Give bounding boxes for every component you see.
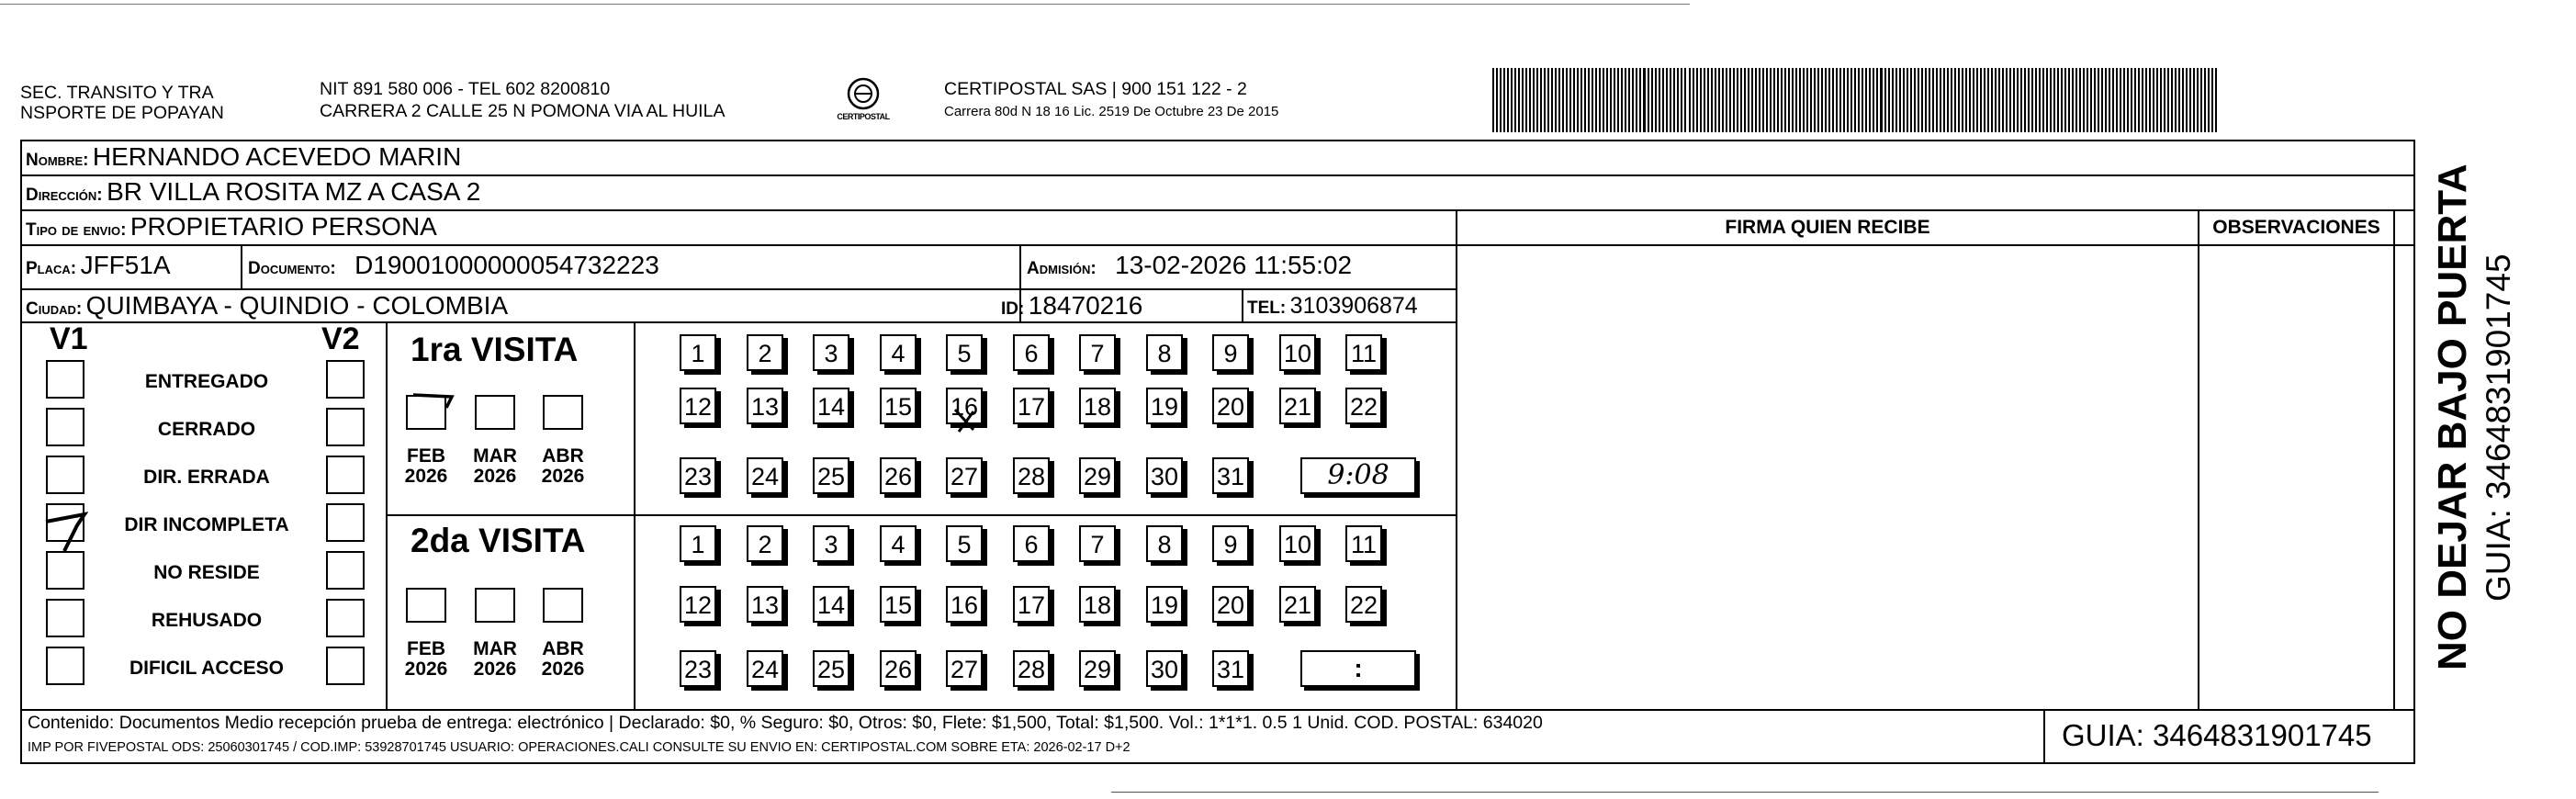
first-visit-day-box[interactable]: 31 <box>1212 457 1249 494</box>
ciudad-value: QUIMBAYA - QUINDIO - COLOMBIA <box>85 291 509 320</box>
status-label: DIR INCOMPLETA <box>124 514 289 535</box>
issuer-nit-phone: NIT 891 580 006 - TEL 602 8200810 <box>320 79 611 99</box>
first-visit-day-box[interactable]: 12 <box>680 388 716 424</box>
side-no-dejar: NO DEJAR BAJO PUERTA <box>2430 163 2475 670</box>
nombre-label: Nombre: <box>26 151 89 170</box>
documento-value: D19001000000054732223 <box>354 251 659 279</box>
second-visit-day-box[interactable]: 15 <box>880 586 917 623</box>
issuer-line-1: SEC. TRANSITO Y TRA <box>20 83 214 103</box>
second-visit-time-separator: : <box>1354 654 1363 682</box>
first-visit-time-handwritten: 9:08 <box>1327 459 1389 491</box>
second-visit-day-box[interactable]: 4 <box>880 525 917 562</box>
month-year: 2026 <box>473 658 517 680</box>
first-visit-day-box[interactable]: 15 <box>880 388 917 424</box>
first-visit-day-box[interactable]: 13 <box>747 388 783 424</box>
month-year: 2026 <box>404 658 448 680</box>
direccion-value: BR VILLA ROSITA MZ A CASA 2 <box>107 177 481 206</box>
first-visit-day-box[interactable]: 5 <box>946 334 983 371</box>
second-visit-day-box[interactable]: 8 <box>1146 525 1183 562</box>
footer-print-line: IMP POR FIVEPOSTAL ODS: 25060301745 / COD.IMP: 53928701745 USUARIO: OPERACIONES.CALI CONSULTE SU ENVIO EN: CERTIPOSTAL.COM SOBRE ETA: 2026-02-17 D+2 <box>28 740 1131 755</box>
first-visit-day-box[interactable]: 18 <box>1079 388 1116 424</box>
documento-label: Documento: <box>248 259 336 278</box>
second-visit-day-box[interactable]: 13 <box>747 586 783 623</box>
status-label: NO RESIDE <box>153 562 260 583</box>
second-visit-day-box[interactable]: 23 <box>680 650 716 687</box>
issuer-address: CARRERA 2 CALLE 25 N POMONA VIA AL HUILA <box>320 101 726 121</box>
second-visit-day-box[interactable]: 29 <box>1079 650 1116 687</box>
tipo-label: Tipo de envio: <box>26 220 127 240</box>
first-visit-day-box[interactable]: 28 <box>1013 457 1050 494</box>
second-visit-day-box[interactable]: 6 <box>1013 525 1050 562</box>
company-license: Carrera 80d N 18 16 Lic. 2519 De Octubre 23 De 2015 <box>944 104 1279 119</box>
second-visit-day-box[interactable]: 9 <box>1212 525 1249 562</box>
first-visit-day-box[interactable]: 4 <box>880 334 917 371</box>
first-visit-day-box[interactable]: 8 <box>1146 334 1183 371</box>
id-label: ID: <box>1001 299 1025 319</box>
footer-guia: GUIA: 3464831901745 <box>2062 718 2372 752</box>
tel-label: TEL: <box>1247 298 1287 318</box>
v2-header: V2 <box>321 321 360 356</box>
month-name: ABR <box>542 445 584 467</box>
ciudad-label: Ciudad: <box>26 299 83 319</box>
first-visit-day-box[interactable]: 24 <box>747 457 783 494</box>
first-visit-day-box[interactable]: 26 <box>880 457 917 494</box>
first-visit-day-box[interactable]: 3 <box>813 334 849 371</box>
first-visit-day-box[interactable]: 6 <box>1013 334 1050 371</box>
second-visit-day-box[interactable]: 17 <box>1013 586 1050 623</box>
logo-wordmark: CERTIPOSTAL <box>837 112 890 121</box>
second-visit-day-box[interactable]: 12 <box>680 586 716 623</box>
second-visit-day-box[interactable]: 27 <box>946 650 983 687</box>
first-visit-day-box[interactable]: 1 <box>680 334 716 371</box>
second-visit-title: 2da VISITA <box>411 522 586 559</box>
second-visit-day-box[interactable]: 22 <box>1345 586 1382 623</box>
first-visit-day-box[interactable]: 16 <box>946 388 983 424</box>
observaciones-header: OBSERVACIONES <box>2212 217 2380 238</box>
first-visit-day-box[interactable]: 7 <box>1079 334 1116 371</box>
v1-header: V1 <box>50 321 88 356</box>
status-label: REHUSADO <box>151 610 263 631</box>
first-visit-day-box[interactable]: 21 <box>1279 388 1316 424</box>
month-name: ABR <box>542 638 584 659</box>
second-visit-day-box[interactable]: 10 <box>1279 525 1316 562</box>
second-visit-day-box[interactable]: 16 <box>946 586 983 623</box>
admision-value: 13-02-2026 11:55:02 <box>1115 251 1353 279</box>
id-value: 18470216 <box>1028 291 1143 320</box>
second-visit-day-box[interactable]: 30 <box>1146 650 1183 687</box>
first-visit-day-box[interactable]: 11 <box>1345 334 1382 371</box>
month-year: 2026 <box>404 466 448 487</box>
first-visit-day-box[interactable]: 9 <box>1212 334 1249 371</box>
second-visit-day-box[interactable]: 31 <box>1212 650 1249 687</box>
month-name: FEB <box>407 445 445 467</box>
status-label: DIFICIL ACCESO <box>129 658 284 679</box>
first-visit-day-box[interactable]: 17 <box>1013 388 1050 424</box>
first-visit-day-box[interactable]: 10 <box>1279 334 1316 371</box>
second-visit-day-box[interactable]: 25 <box>813 650 849 687</box>
month-name: MAR <box>473 638 517 659</box>
footer-content-line: Contenido: Documentos Medio recepción prueba de entrega: electrónico | Declarado: $0, % Seguro: $0, Otros: $0, Flete: $1,500, Total: $1,500. Vol.: 1*1*1. 0.5 1 Unid. COD. POSTAL: 634020 <box>28 713 1543 733</box>
second-visit-day-box[interactable]: 18 <box>1079 586 1116 623</box>
first-visit-day-box[interactable]: 29 <box>1079 457 1116 494</box>
first-visit-day-box[interactable]: 25 <box>813 457 849 494</box>
second-visit-day-box[interactable]: 20 <box>1212 586 1249 623</box>
tipo-value: PROPIETARIO PERSONA <box>129 212 437 241</box>
second-visit-day-box[interactable]: 19 <box>1146 586 1183 623</box>
issuer-line-2: NSPORTE DE POPAYAN <box>20 103 224 123</box>
direccion-label: Dirección: <box>26 186 103 205</box>
firma-header: FIRMA QUIEN RECIBE <box>1725 217 1930 238</box>
second-visit-day-box[interactable]: 7 <box>1079 525 1116 562</box>
second-visit-day-box[interactable]: 11 <box>1345 525 1382 562</box>
month-name: MAR <box>473 445 517 467</box>
placa-label: Placa: <box>26 259 77 278</box>
status-label: ENTREGADO <box>144 371 269 392</box>
month-name: FEB <box>407 638 445 659</box>
side-guia: GUIA: 3464831901745 <box>2480 253 2517 602</box>
first-visit-day-box[interactable]: 19 <box>1146 388 1183 424</box>
second-visit-day-box[interactable]: 21 <box>1279 586 1316 623</box>
month-year: 2026 <box>541 466 585 487</box>
second-visit-day-box[interactable]: 1 <box>680 525 716 562</box>
tel-value: 3103906874 <box>1289 293 1418 319</box>
second-visit-day-box[interactable]: 5 <box>946 525 983 562</box>
first-visit-day-box[interactable]: 20 <box>1212 388 1249 424</box>
first-visit-day-box[interactable]: 22 <box>1345 388 1382 424</box>
first-visit-day-box[interactable]: 2 <box>747 334 783 371</box>
first-visit-title: 1ra VISITA <box>411 331 579 368</box>
first-visit-day-box[interactable]: 30 <box>1146 457 1183 494</box>
month-year: 2026 <box>541 658 585 680</box>
second-visit-day-box[interactable]: 14 <box>813 586 849 623</box>
second-visit-day-box[interactable]: 26 <box>880 650 917 687</box>
month-year: 2026 <box>473 466 517 487</box>
second-visit-day-box[interactable]: 3 <box>813 525 849 562</box>
first-visit-day-box[interactable]: 23 <box>680 457 716 494</box>
nombre-value: HERNANDO ACEVEDO MARIN <box>92 142 462 171</box>
placa-value: JFF51A <box>80 251 171 279</box>
company-name-nit: CERTIPOSTAL SAS | 900 151 122 - 2 <box>944 79 1247 99</box>
second-visit-day-box[interactable]: 24 <box>747 650 783 687</box>
second-visit-day-box[interactable]: 28 <box>1013 650 1050 687</box>
bottom-edge-rule <box>1111 792 2379 793</box>
second-visit-day-box[interactable]: 2 <box>747 525 783 562</box>
status-label: DIR. ERRADA <box>143 467 270 488</box>
first-visit-day-box[interactable]: 27 <box>946 457 983 494</box>
first-visit-day-box[interactable]: 14 <box>813 388 849 424</box>
status-label: CERRADO <box>157 419 256 440</box>
admision-label: Admisión: <box>1027 259 1097 278</box>
